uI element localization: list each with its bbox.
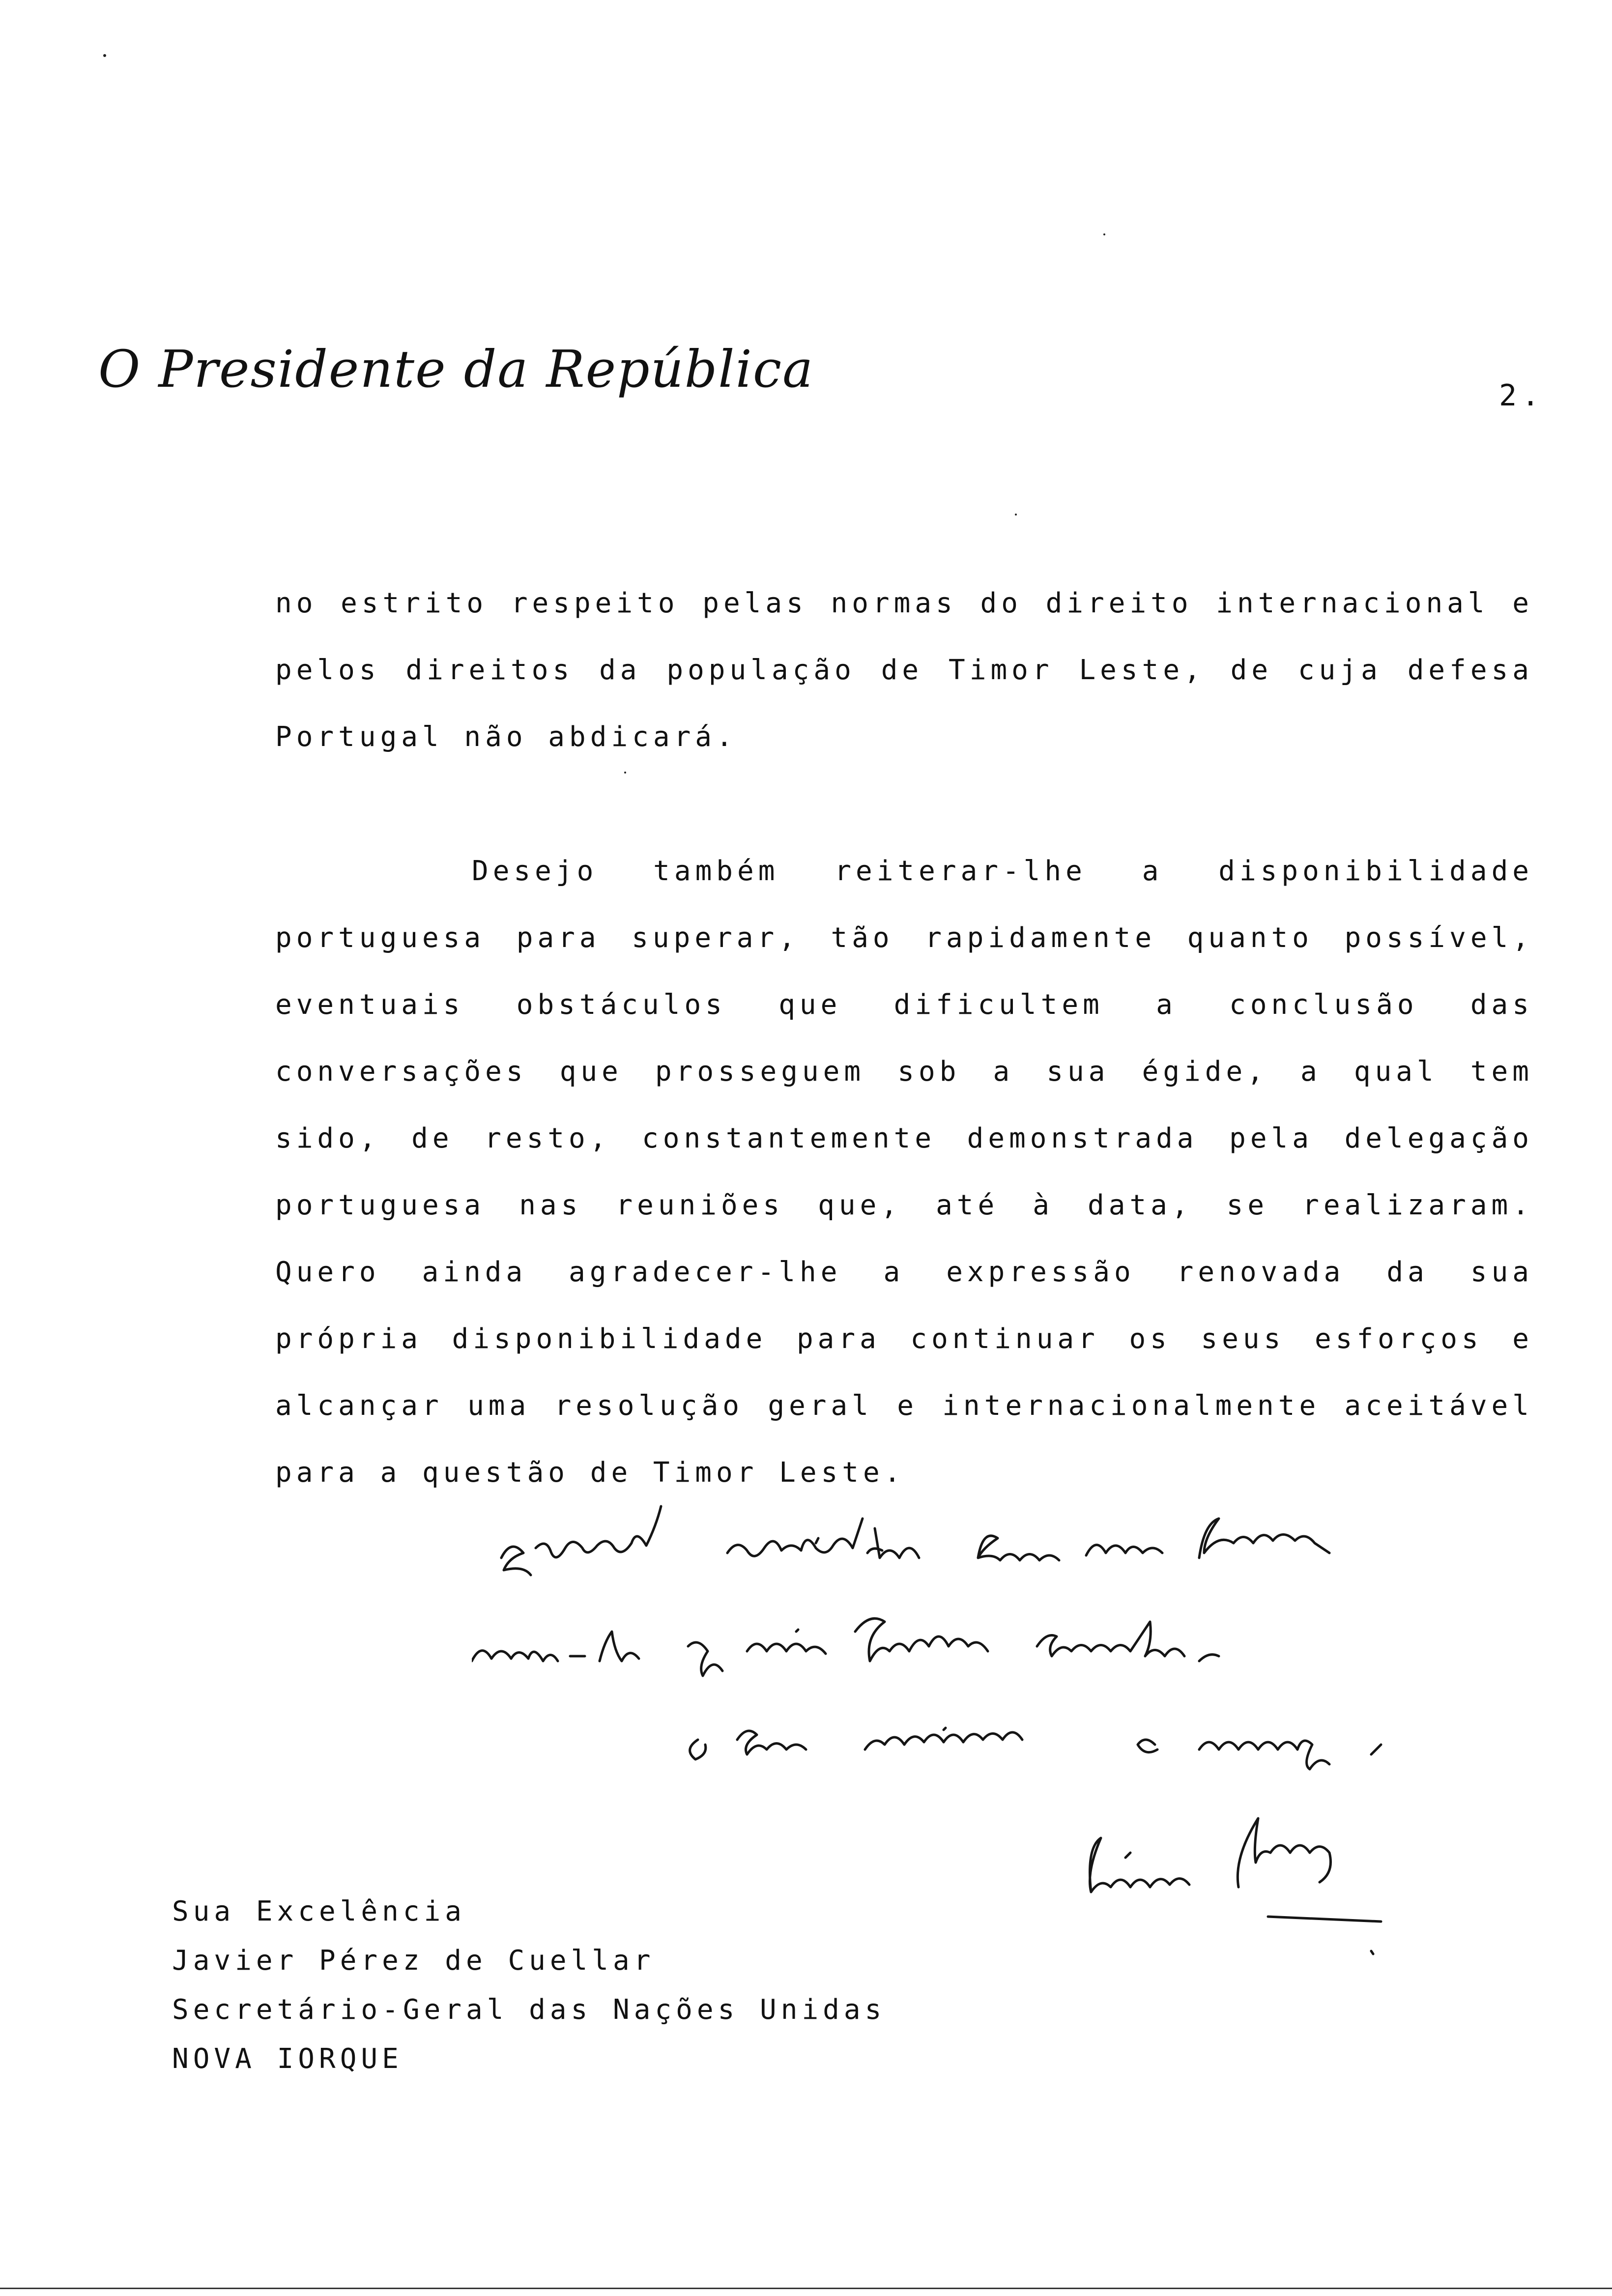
- scan-speck: [624, 772, 626, 774]
- body-paragraph-2: Desejo também reiterar-lhe a disponibilidade portuguesa para superar, tão rapidamente quanto possível, eventuais obstáculos que dificultem a conclusão das conversações que prosseguem sob a sua égide, a qual tem sido, de resto, constantemente demonstrada pela delegação portuguesa nas reuniões que, até à data, se realizaram. Quero ainda agradecer-lhe a expressão renovada da sua própria disponibilidade para continuar os seus esforços e alcançar uma resolução geral e internacionalmente aceitável para a questão de Timor Leste.: [275, 855, 1533, 1489]
- handwritten-line-3: [690, 1728, 1381, 1769]
- handwritten-line-1: [501, 1506, 1329, 1575]
- letterhead: O Presidente da República: [98, 339, 814, 399]
- scan-speck: [1103, 233, 1105, 235]
- scan-speck: [1015, 514, 1017, 516]
- scan-speck: [103, 54, 106, 57]
- addressee-line-2: Javier Pérez de Cuellar: [172, 1945, 655, 1977]
- page-number: 2.: [1499, 378, 1545, 413]
- body-paragraph-1: no estrito respeito pelas normas do direito internacional e pelos direitos da população de Timor Leste, de cuja defesa Portugal não abdicará.: [275, 587, 1533, 753]
- signature-mark: [1090, 1818, 1382, 1954]
- handwritten-line-2: [472, 1618, 1219, 1676]
- addressee-line-3: Secretário-Geral das Nações Unidas: [172, 1994, 886, 2026]
- addressee-line-4: NOVA IORQUE: [172, 2043, 403, 2075]
- addressee-block: [172, 1887, 886, 2084]
- addressee-line-1: Sua Excelência: [172, 1895, 466, 1927]
- bottom-edge-line: [0, 2288, 1612, 2289]
